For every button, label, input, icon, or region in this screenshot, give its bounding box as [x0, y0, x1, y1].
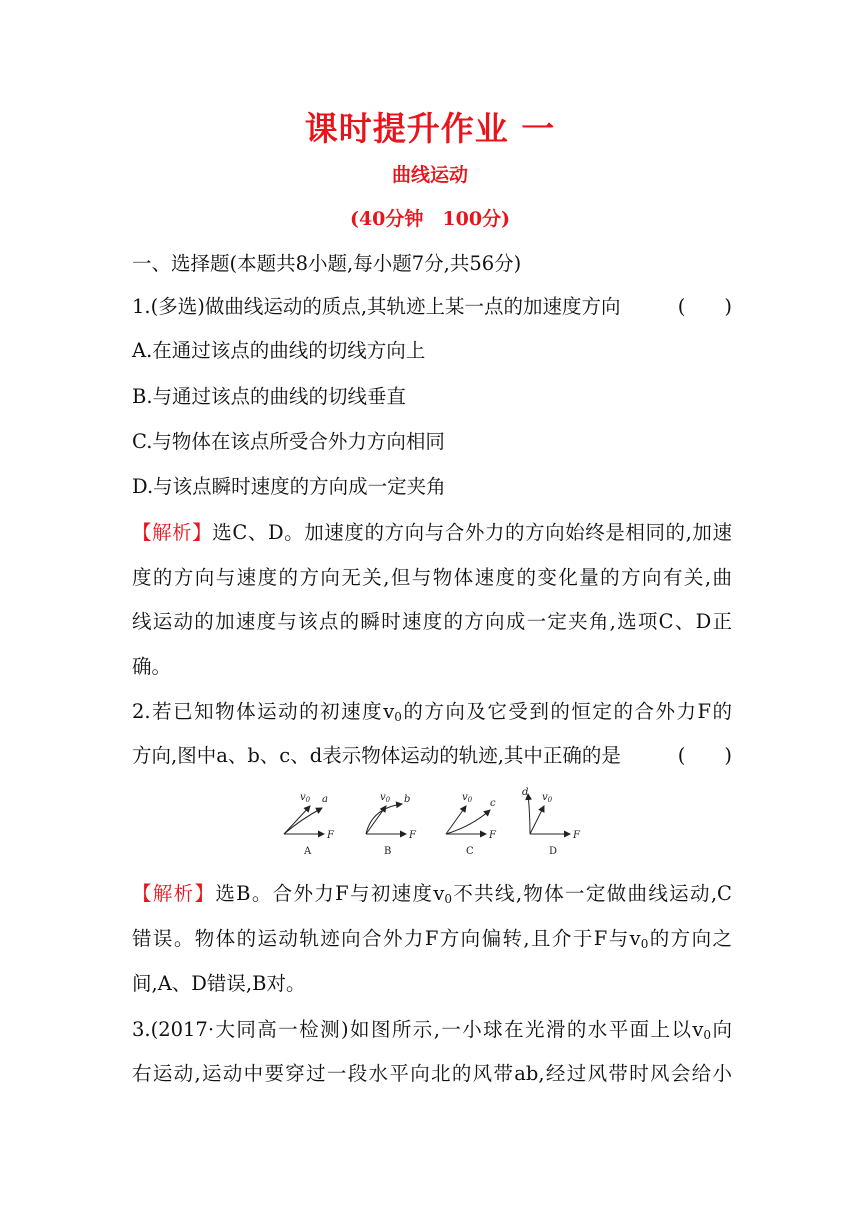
svg-text:v0: $v_0$ [300, 792, 311, 804]
panel-c-label: C [466, 846, 474, 857]
q2-answer-blank: ( ) [677, 744, 732, 767]
q2-stem-line-2 [132, 742, 732, 770]
time-score-info: (40分钟 100分) [349, 208, 511, 230]
force-d-label: F [573, 830, 580, 841]
figure-panel-a [284, 792, 335, 857]
force-a-label: F [327, 830, 334, 841]
q2-v0-subscript: 0 [394, 710, 402, 724]
svg-text:v0: $v_0$ [462, 792, 473, 804]
q1-analysis-line-4: 确。 [132, 655, 172, 678]
q2-stem-text-1a: 2.若已知物体运动的初速度v [132, 700, 395, 723]
page-title: 课时提升作业 一 [304, 109, 556, 148]
q3-stem-text-1b: 向 [711, 1018, 732, 1041]
q3-stem-text-1a: 3.(2017·大同高一检测)如图所示,一小球在光滑的水平面上以v [132, 1018, 704, 1041]
q2-analysis-text-2b: 的方向之 [648, 927, 732, 950]
curve-d-label: d [522, 787, 529, 798]
panel-a-label: A [304, 846, 312, 857]
svg-text:v0: $v_0$ [542, 792, 553, 804]
q2-analysis-sub-2: 0 [640, 937, 649, 951]
figure-panel-c [446, 792, 497, 857]
curve-c-label: c [490, 798, 496, 809]
q2-analysis-text-1a: 选B。合外力F与初速度v [215, 882, 445, 905]
q2-analysis-line-1 [132, 880, 732, 913]
q2-stem-line-1 [132, 698, 732, 731]
q1-option-b: B.与通过该点的曲线的切线垂直 [132, 385, 407, 408]
q1-stem-text: 1.(多选)做曲线运动的质点,其轨迹上某一点的加速度方向 [132, 295, 621, 318]
q3-stem-line-1 [132, 1016, 732, 1049]
q2-analysis-sub-1: 0 [444, 892, 452, 906]
page-subtitle: 曲线运动 [391, 164, 468, 186]
q2-stem-text-1b: 的方向及它受到的恒定的合外力F的 [401, 700, 733, 723]
q1-analysis-tag: 【解析】 [132, 521, 213, 544]
q2-stem-text-2: 方向,图中a、b、c、d表示物体运动的轨迹,其中正确的是 [132, 744, 621, 767]
q1-analysis-line-2: 度的方向与速度的方向无关,但与物体速度的变化量的方向有关,曲 [132, 566, 732, 589]
q1-stem [132, 293, 732, 321]
q1-option-d: D.与该点瞬时速度的方向成一定夹角 [132, 475, 446, 498]
trajectory-figure [276, 786, 596, 858]
q2-analysis-text-1b: 不共线,物体一定做曲线运动,C [452, 882, 732, 905]
q3-stem-line-2: 右运动,运动中要穿过一段水平向北的风带ab,经过风带时风会给小 [132, 1062, 732, 1085]
force-c-label: F [489, 830, 496, 841]
q3-v0-subscript: 0 [703, 1028, 712, 1042]
q1-option-a: A.在通过该点的曲线的切线方向上 [132, 339, 426, 362]
figure-panel-d [522, 787, 581, 857]
figure-panel-b [366, 792, 417, 857]
q2-analysis-tag: 【解析】 [132, 882, 216, 905]
panel-b-label: B [384, 846, 392, 857]
q2-analysis-line-3: 间,A、D错误,B对。 [132, 972, 306, 995]
q2-analysis-text-2a: 错误。物体的运动轨迹向合外力F方向偏转,且介于F与v [132, 927, 641, 950]
q1-option-c: C.与物体在该点所受合外力方向相同 [132, 430, 445, 453]
q1-answer-blank: ( ) [677, 295, 732, 318]
panel-d-label: D [549, 846, 558, 857]
q1-analysis-text-1: 选C、D。加速度的方向与合外力的方向始终是相同的,加速 [212, 521, 732, 544]
svg-text:v0: $v_0$ [380, 792, 391, 804]
q1-analysis-line-1 [132, 519, 732, 547]
curve-b-label: b [404, 794, 411, 805]
q2-analysis-line-2 [132, 925, 732, 958]
force-b-label: F [409, 830, 416, 841]
curve-a-label: a [322, 794, 328, 805]
q1-analysis-line-3: 线运动的加速度与该点的瞬时速度的方向成一定夹角,选项C、D正 [132, 610, 732, 633]
section-heading: 一、选择题(本题共8小题,每小题7分,共56分) [132, 252, 522, 275]
